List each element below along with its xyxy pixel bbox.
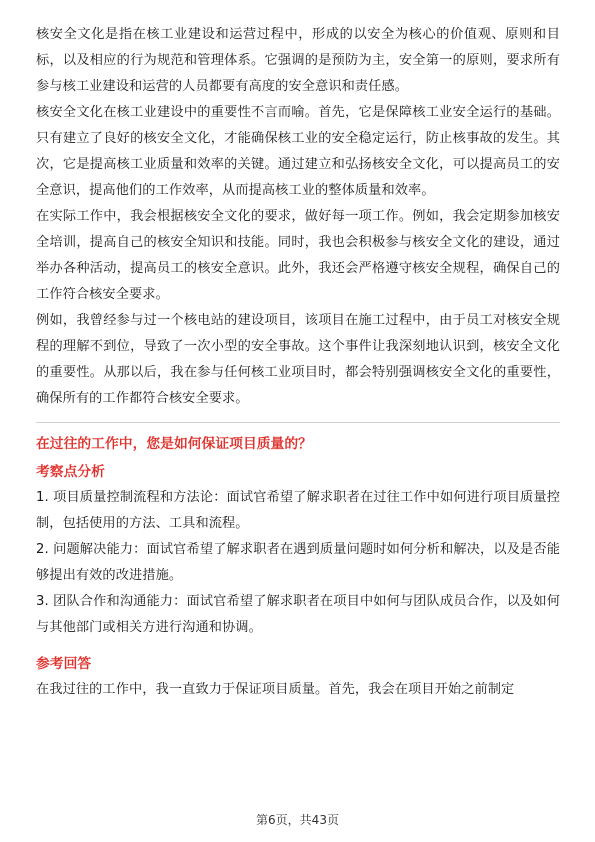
section-divider [36, 422, 560, 423]
paragraph-example: 例如，我曾经参与过一个核电站的建设项目，该项目在施工过程中，由于员工对核安全规程的理解不到位，导致了一次小型的安全事故。这个事件让我深刻地认识到，核安全文化的重要性。从那以后，我在参与任何核工业项目时，都会特别强调核安全文化的重要性，确保所有的工作都符合核安全要求。 [36, 313, 560, 406]
analysis-item-2: 2. 问题解决能力：面试官希望了解求职者在遇到质量问题时如何分析和解决，以及是否能够提出有效的改进措施。 [36, 542, 560, 583]
paragraph-importance: 核安全文化在核工业建设中的重要性不言而喻。首先，它是保障核工业安全运行的基础。只有建立了良好的核安全文化，才能确保核工业的安全稳定运行，防止核事故的发生。其次，它是提高核工业质量和效率的关键。通过建立和弘扬核安全文化，可以提高员工的安全意识，提高他们的工作效率，从而提高核工业的整体质量和效率。 [36, 105, 560, 198]
analysis-title: 考察点分析 [36, 464, 105, 480]
paragraph-definition: 核安全文化是指在核工业建设和运营过程中，形成的以安全为核心的价值观、原则和目标，以及相应的行为规范和管理体系。它强调的是预防为主，安全第一的原则，要求所有参与核工业建设和运营的人员都要有高度的安全意识和责任感。 [36, 27, 560, 94]
interview-question: 在过往的工作中，您是如何保证项目质量的？ [36, 436, 312, 452]
reference-text: 在我过往的工作中，我一直致力于保证项目质量。首先，我会在项目开始之前制定 [36, 682, 515, 697]
analysis-item-3: 3. 团队合作和沟通能力：面试官希望了解求职者在项目中如何与团队成员合作，以及如何与其他部门或相关方进行沟通和协调。 [36, 594, 560, 635]
page-number: 第6页，共43页 [256, 813, 339, 827]
document-content [36, 22, 560, 703]
paragraph-practice: 在实际工作中，我会根据核安全文化的要求，做好每一项工作。例如，我会定期参加核安全培训，提高自己的核安全知识和技能。同时，我也会积极参与核安全文化的建设，通过举办各种活动，提高员工的核安全意识。此外，我还会严格遵守核安全规程，确保自己的工作符合核安全要求。 [36, 209, 560, 302]
analysis-item-1: 1. 项目质量控制流程和方法论：面试官希望了解求职者在过往工作中如何进行项目质量控制，包括使用的方法、工具和流程。 [36, 490, 560, 531]
reference-title: 参考回答 [36, 656, 92, 672]
